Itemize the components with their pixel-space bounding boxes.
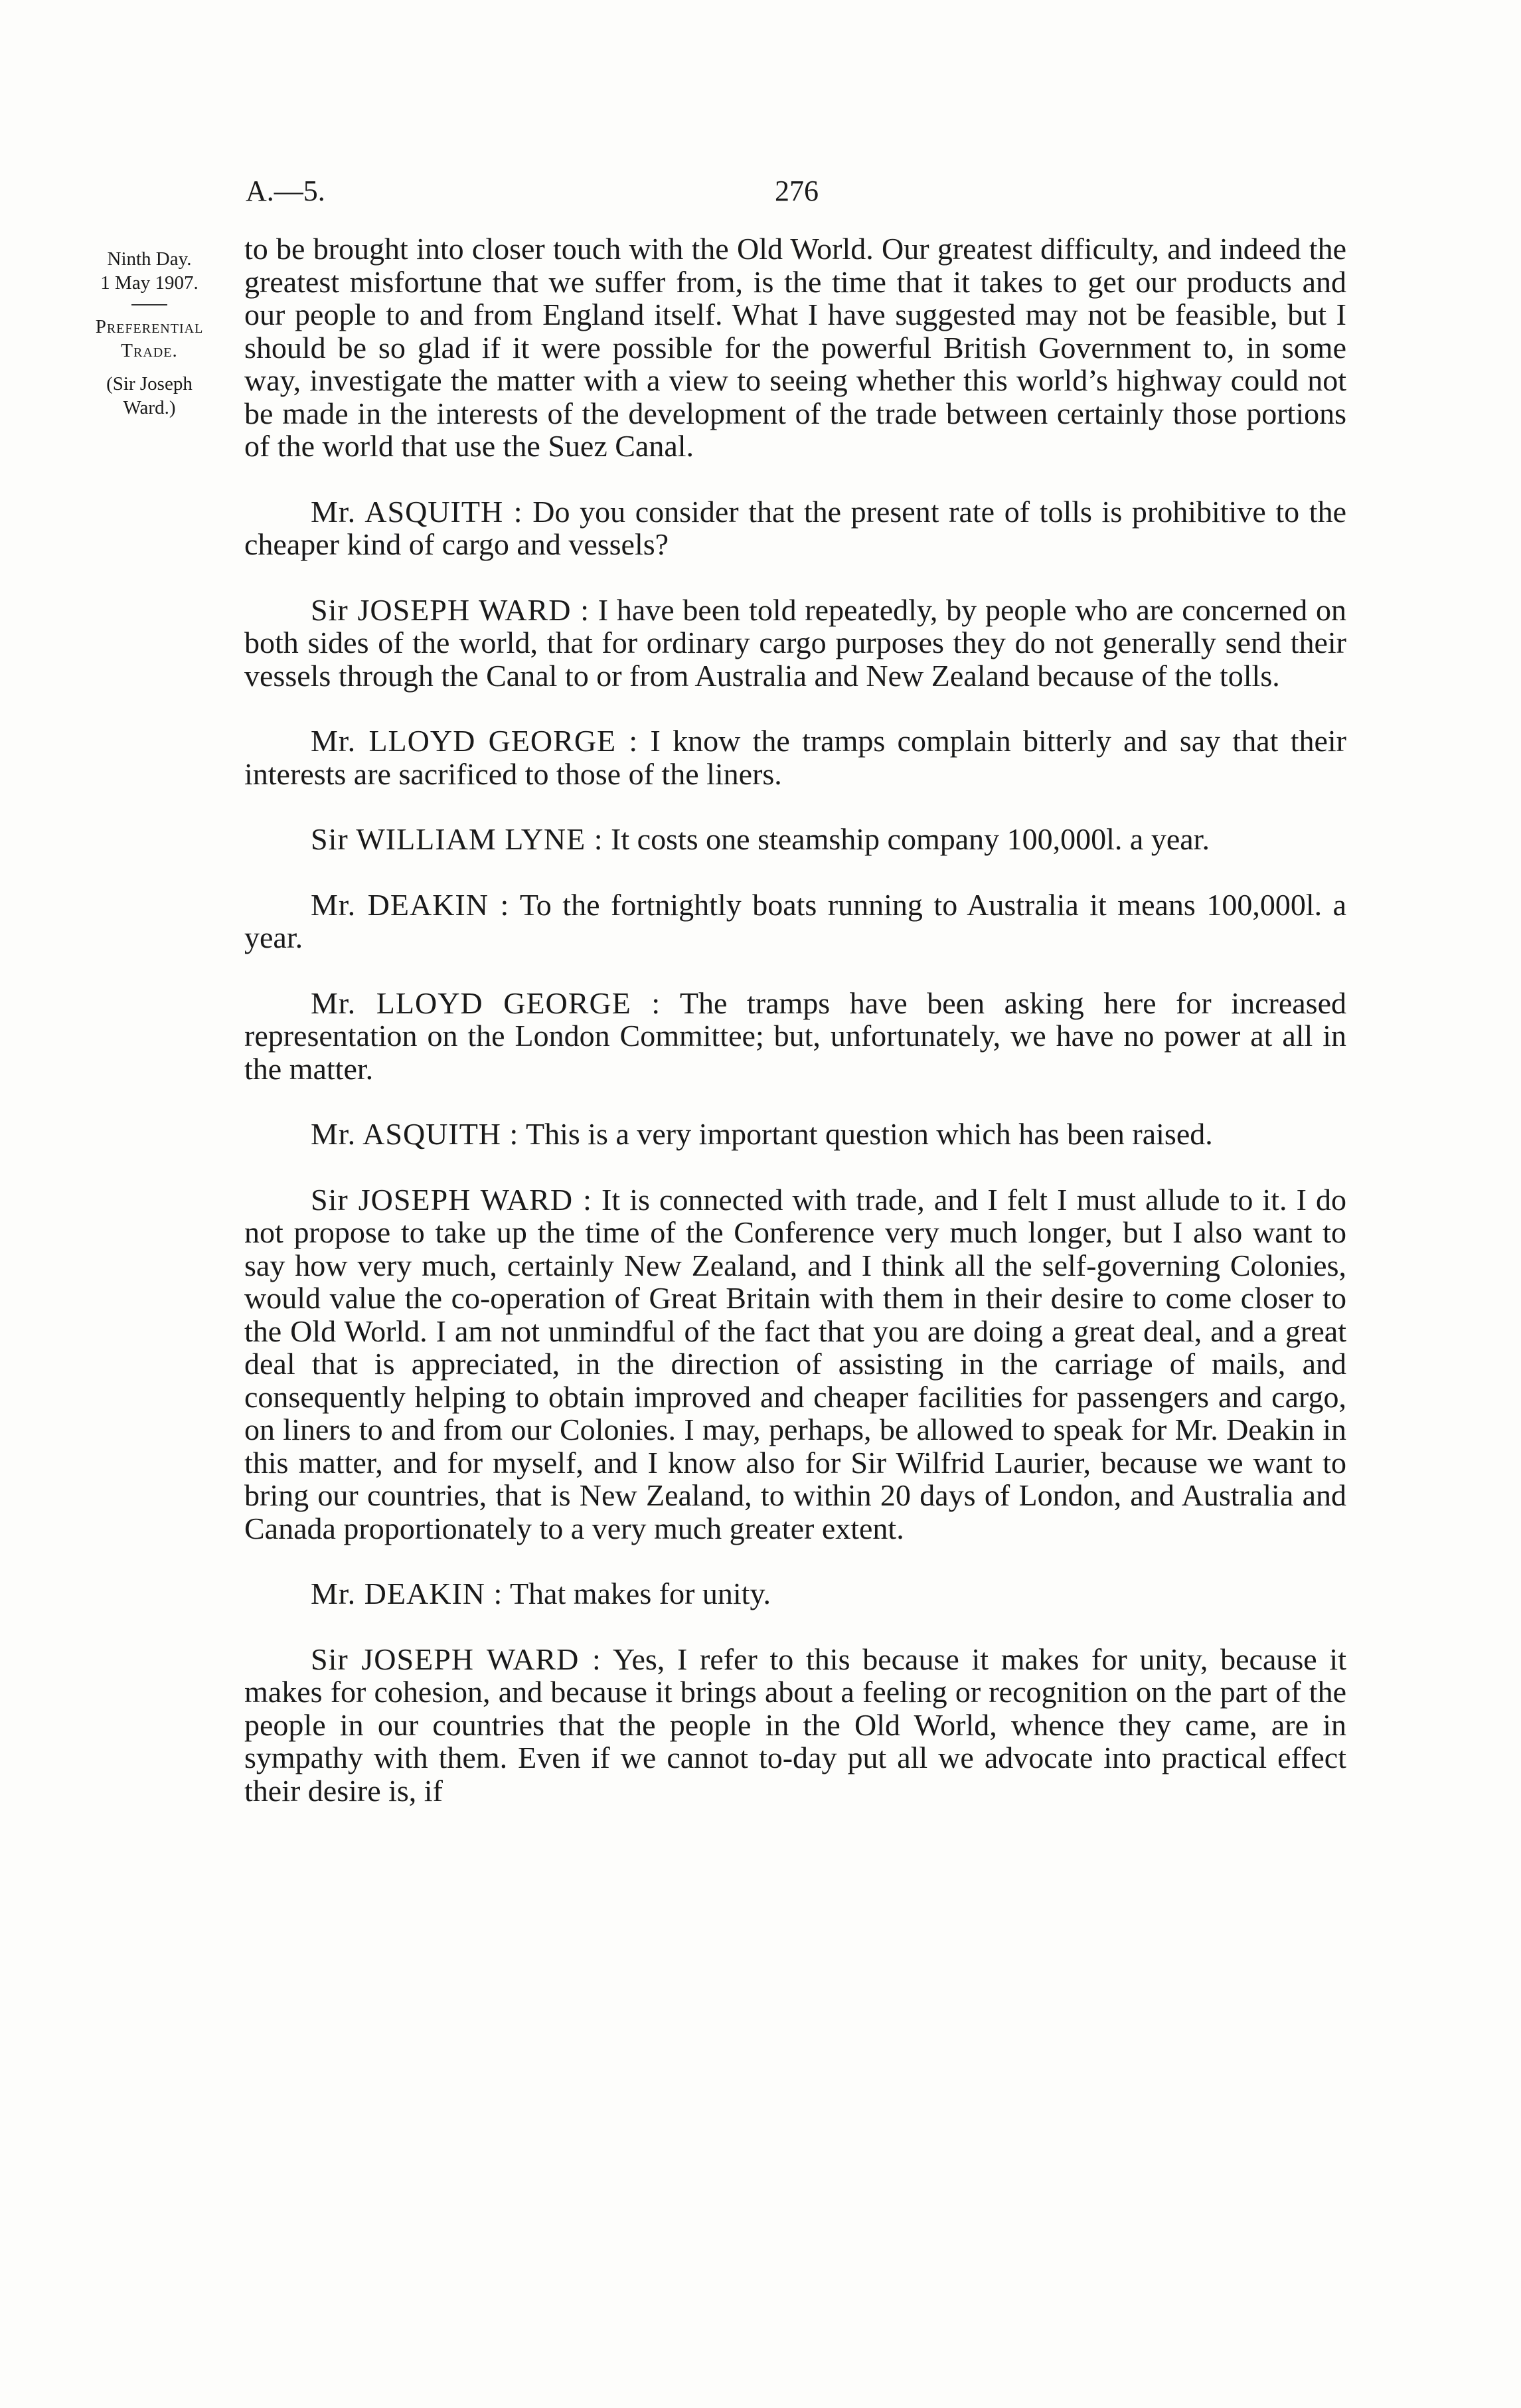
page-number: 276 bbox=[775, 175, 819, 207]
margin-topic-line-2: Trade. bbox=[121, 340, 178, 361]
document-reference: A.—5. bbox=[246, 175, 325, 207]
speaker-name: Mr. ASQUITH : bbox=[311, 494, 523, 529]
paragraph-text: To the fortnightly boats running to Australia it means 100,000l. a year. bbox=[244, 887, 1347, 954]
paragraph-text: This is a very important question which has been raised. bbox=[525, 1117, 1213, 1151]
paragraph bbox=[244, 987, 1346, 1086]
paragraph-text: That makes for unity. bbox=[509, 1577, 771, 1610]
margin-rule bbox=[131, 304, 167, 305]
paragraph bbox=[244, 823, 1346, 856]
speaker-name: Mr. DEAKIN : bbox=[311, 1577, 503, 1610]
paragraph-text: It costs one steamship company 100,000l. a year. bbox=[611, 822, 1210, 856]
paragraph bbox=[244, 594, 1346, 693]
paragraph-text: The tramps have been asking here for increased representation on the London Committee; but, unfortunately, we have no power at all in the matter. bbox=[244, 986, 1346, 1086]
speaker-name: Mr. ASQUITH : bbox=[311, 1117, 519, 1151]
paragraph bbox=[244, 232, 1346, 463]
speaker-name: Sir JOSEPH WARD : bbox=[311, 1182, 592, 1217]
margin-speaker-line-1: (Sir Joseph bbox=[106, 373, 193, 394]
paragraph bbox=[244, 1118, 1346, 1151]
speaker-name: Mr. DEAKIN : bbox=[311, 887, 510, 922]
speaker-name: Mr. LLOYD GEORGE : bbox=[311, 986, 661, 1020]
margin-speaker-line-2: Ward.) bbox=[123, 397, 176, 418]
speaker-name: Sir JOSEPH WARD : bbox=[311, 1642, 601, 1676]
paragraph-text: I have been told repeatedly, by people who are concerned on both sides of the world, that for ordinary cargo purposes they do not generally send their vessels through the Canal to or from Australia and New Zealand because of the tolls. bbox=[244, 592, 1346, 693]
margin-day: Ninth Day. bbox=[107, 248, 192, 270]
paragraph bbox=[244, 725, 1346, 790]
paragraph bbox=[244, 1643, 1346, 1808]
paragraph-text: Yes, I refer to this because it makes for unity, because it makes for cohesion, and because it brings about a feeling or recognition on the part of the people in our countries that the people in the Old World, whence they came, are in sympathy with them. Even if we cannot to-day put all we advocate into practical effect their desire is, if bbox=[244, 1642, 1346, 1808]
paragraph bbox=[244, 1183, 1346, 1545]
paragraph-text: to be brought into closer touch with the Old World. Our greatest difficulty, and indeed the greatest misfortune that we suffer from, is the time that it takes to get our products and our people to and from England itself. What I have suggested may not be feasible, but I should be so glad if it were possible for the powerful British Government to, in some way, investigate the matter with a view to seeing whether this world’s highway could not be made in the interests of the development of the trade between certainly those portions of the world that use the Suez Canal. bbox=[244, 232, 1346, 463]
paragraph bbox=[244, 889, 1346, 954]
paragraph bbox=[244, 495, 1346, 561]
speaker-name: Sir WILLIAM LYNE : bbox=[311, 822, 603, 856]
margin-topic-line-1: Preferential bbox=[95, 316, 204, 337]
margin-note bbox=[66, 247, 232, 420]
paragraph bbox=[244, 1577, 1346, 1610]
paragraph-text: It is connected with trade, and I felt I must allude to it. I do not propose to take up the time of the Conference very much longer, but I also want to say how very much, certainly New Zealand, and I think all the self-governing Colonies, would value the co-operation of Great Britain with them in their desire to come closer to the Old World. I am not unmindful of the fact that you are doing a great deal, and a great deal that is appreciated, in the direction of assisting in the carriage of mails, and consequently helping to obtain improved and cheaper facilities for passengers and cargo, on liners to and from our Colonies. I may, perhaps, be allowed to speak for Mr. Deakin in this matter, and for myself, and I know also for Sir Wilfrid Laurier, because we want to bring our countries, that is New Zealand, to within 20 days of London, and Australia and Canada proportionately to a very much greater extent. bbox=[244, 1182, 1347, 1545]
body-text bbox=[244, 232, 1346, 1840]
margin-date: 1 May 1907. bbox=[100, 272, 199, 294]
speaker-name: Sir JOSEPH WARD : bbox=[311, 592, 590, 627]
page-header bbox=[246, 174, 1348, 214]
speaker-name: Mr. LLOYD GEORGE : bbox=[311, 724, 639, 758]
paragraph-text: I know the tramps complain bitterly and say that their interests are sacrificed to those of the liners. bbox=[244, 724, 1346, 791]
paragraph-text: Do you consider that the present rate of tolls is prohibitive to the cheaper kind of cargo and vessels? bbox=[244, 494, 1346, 561]
